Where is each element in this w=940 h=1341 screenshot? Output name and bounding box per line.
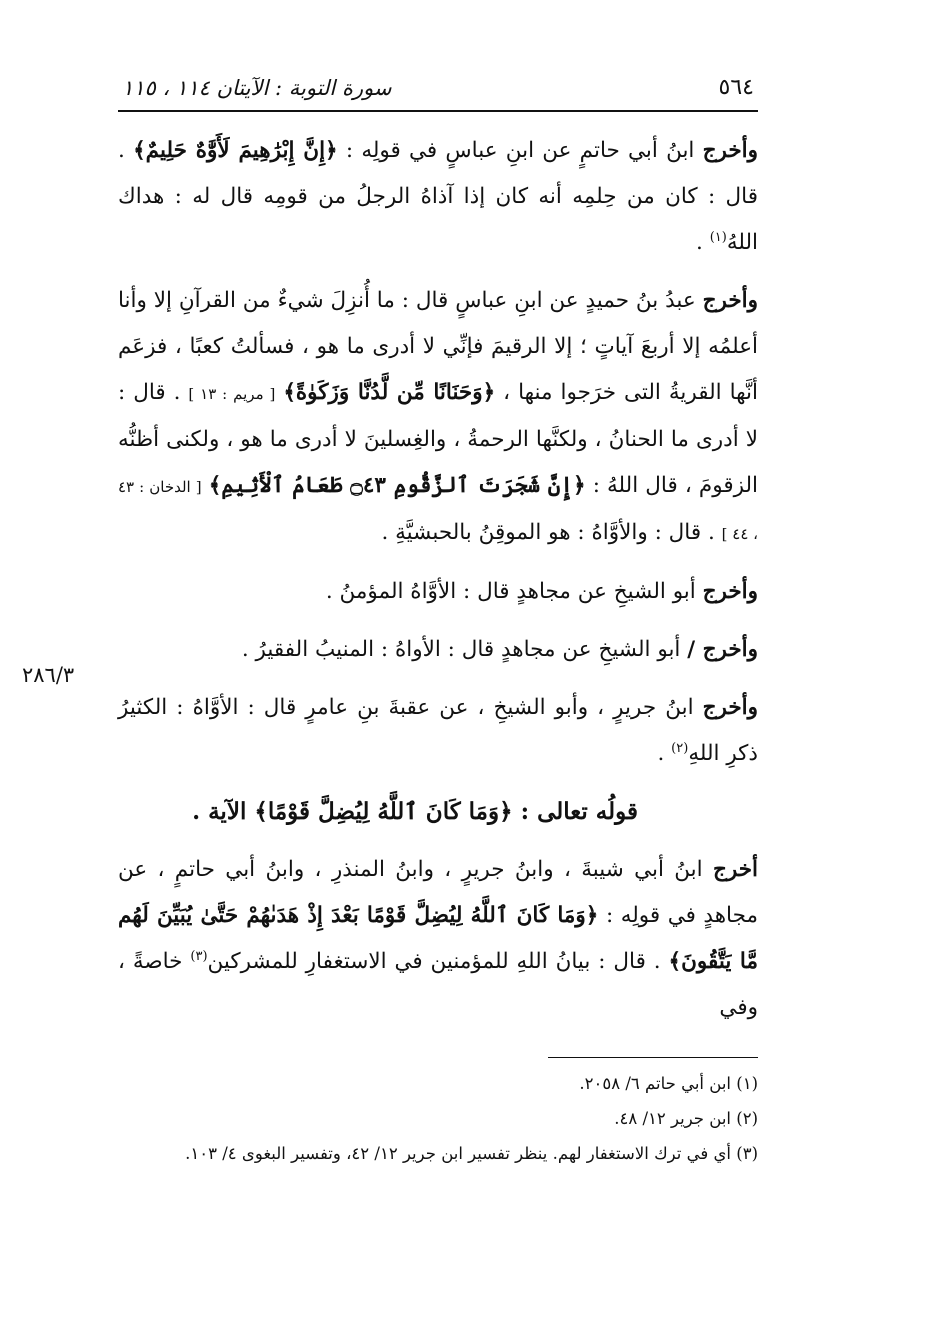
paragraph-1 [118,128,758,266]
main-text [118,128,758,1031]
quran-verse: ﴿إِنَّ إِبْرَٰهِيمَ لَأَوَّٰهٌ حَلِيمٌ﴾ [133,138,338,163]
paragraph-2 [118,278,758,557]
paragraph-4 [118,627,758,673]
page-header [118,60,758,100]
paragraph-lead: أخرج [712,857,758,882]
verse-reference: [ الدخان : ٤٣ ، ٤٤ ] [118,478,758,543]
paragraph-tail: . قال : لا أدرى ما الحنانُ ، ولكنَّها الرحمةُ ، والغِسلينَ لا أدرى ما هو ، ولكنى أظنُّه الزقومَ ، قال اللهُ : [118,380,758,498]
paragraph-text: ابنُ أبي شيبةَ ، وابنُ جريرٍ ، وابنُ المنذرِ ، وابنُ أبي حاتمٍ ، عن مجاهدٍ في قولِه : [118,857,758,928]
paragraph-text: أبو الشيخِ عن مجاهدٍ قال : الأواهُ : المنيبُ الفقيرُ . [241,637,681,662]
page-number: ٥٦٤ [718,75,754,100]
footnote-marker[interactable]: (٣) [190,948,208,964]
paragraph-5 [118,685,758,777]
paragraph-tail: . قال : بيانُ اللهِ للمؤمنين في الاستغفارِ للمشركين [207,949,661,974]
book-page [118,60,758,1171]
paragraph-end: . [696,230,703,255]
footnote-3: (٣) أي في ترك الاستغفار لهم. ينظر تفسير ابن جرير ١٢/ ٤٢، وتفسير البغوى ٤/ ١٠٣. [185,1144,758,1163]
paragraph-end: خاصةً ، وفي [118,949,758,1020]
paragraph-3 [118,569,758,615]
footnote-2: (٢) ابن جرير ١٢/ ٤٨. [614,1109,758,1128]
quran-verse: ﴿وَمَا كَانَ ٱللَّهُ لِيُضِلَّ قَوْمًا﴾ [254,798,513,825]
paragraph-text: أبو الشيخِ عن مجاهدٍ قال : الأوَّاهُ المؤمنُ . [325,579,696,604]
running-title: سورة التوبة : الآيتان ١١٤ ، ١١٥ [122,76,392,100]
paragraph-lead: وأخرج [702,579,758,604]
section-heading [118,789,758,835]
heading-lead: قولُه تعالى : [520,798,638,825]
header-rule [118,110,758,112]
paragraph-6 [118,847,758,1031]
paragraph-text: ابنُ جريرٍ ، وأبو الشيخِ ، عن عقبةَ بنِ عامرٍ قال : الأوَّاهُ : الكثيرُ ذكرِ اللهِ [118,695,758,766]
footnote-rule [548,1057,758,1058]
paragraph-text: عبدُ بنُ حميدٍ عن ابنِ عباسٍ قال : ما أُنزِلَ شيءٌ من القرآنِ إلا وأنا أعلمُه إلا أربعَ آياتٍ ؛ إلا الرقيمَ فإنِّي لا أدرى ما هو ، فسألتُ كعبًا ، فزعَم أنَّها القريةُ التى خرَجوا منها ، [118,288,759,405]
paragraph-text: ابنُ أبي حاتمٍ عن ابنِ عباسٍ في قولِه : [345,138,695,163]
heading-tail: الآية . [192,798,247,825]
quran-verse: ﴿وَحَنَانًا مِّن لَّدُنَّا وَزَكَوٰةً﴾ [283,380,496,405]
quran-verse: ﴿إِنَّ شَجَرَتَ ٱلزَّقُّومِ ۝٤٣ طَعَامُ ٱلْأَثِيمِ﴾ [208,473,586,498]
paragraph-lead: وأخرج / [687,637,758,662]
paragraph-lead: وأخرج [702,695,758,720]
footnotes [118,1066,758,1171]
paragraph-tail: . قال : والأوَّاهُ : هو الموقِنُ بالحبشيَّةِ . [381,520,715,545]
footnote-marker[interactable]: (١) [709,229,727,245]
footnote-1: (١) ابن أبي حاتم ٦/ ٢٠٥٨. [579,1074,758,1093]
quran-verse: ﴿وَمَا كَانَ ٱللَّهُ لِيُضِلَّ قَوْمًا بَعْدَ إِذْ هَدَىٰهُمْ حَتَّىٰ يُبَيِّنَ لَهُم مَّا يَتَّقُونَ﴾ [118,903,758,974]
paragraph-lead: وأخرج [702,138,759,163]
footnote-marker[interactable]: (٢) [671,740,689,756]
paragraph-lead: وأخرج [702,288,758,313]
verse-reference: [ مريم : ١٣ ] [188,385,276,403]
paragraph-tail: . قال : كان من حِلمِه أنه كان إذا آذاهُ الرجلُ من قومِه قال له : هداك اللهُ [118,138,758,255]
margin-reference: ٢٨٦/٣ [22,663,75,687]
paragraph-end: . [657,741,665,766]
